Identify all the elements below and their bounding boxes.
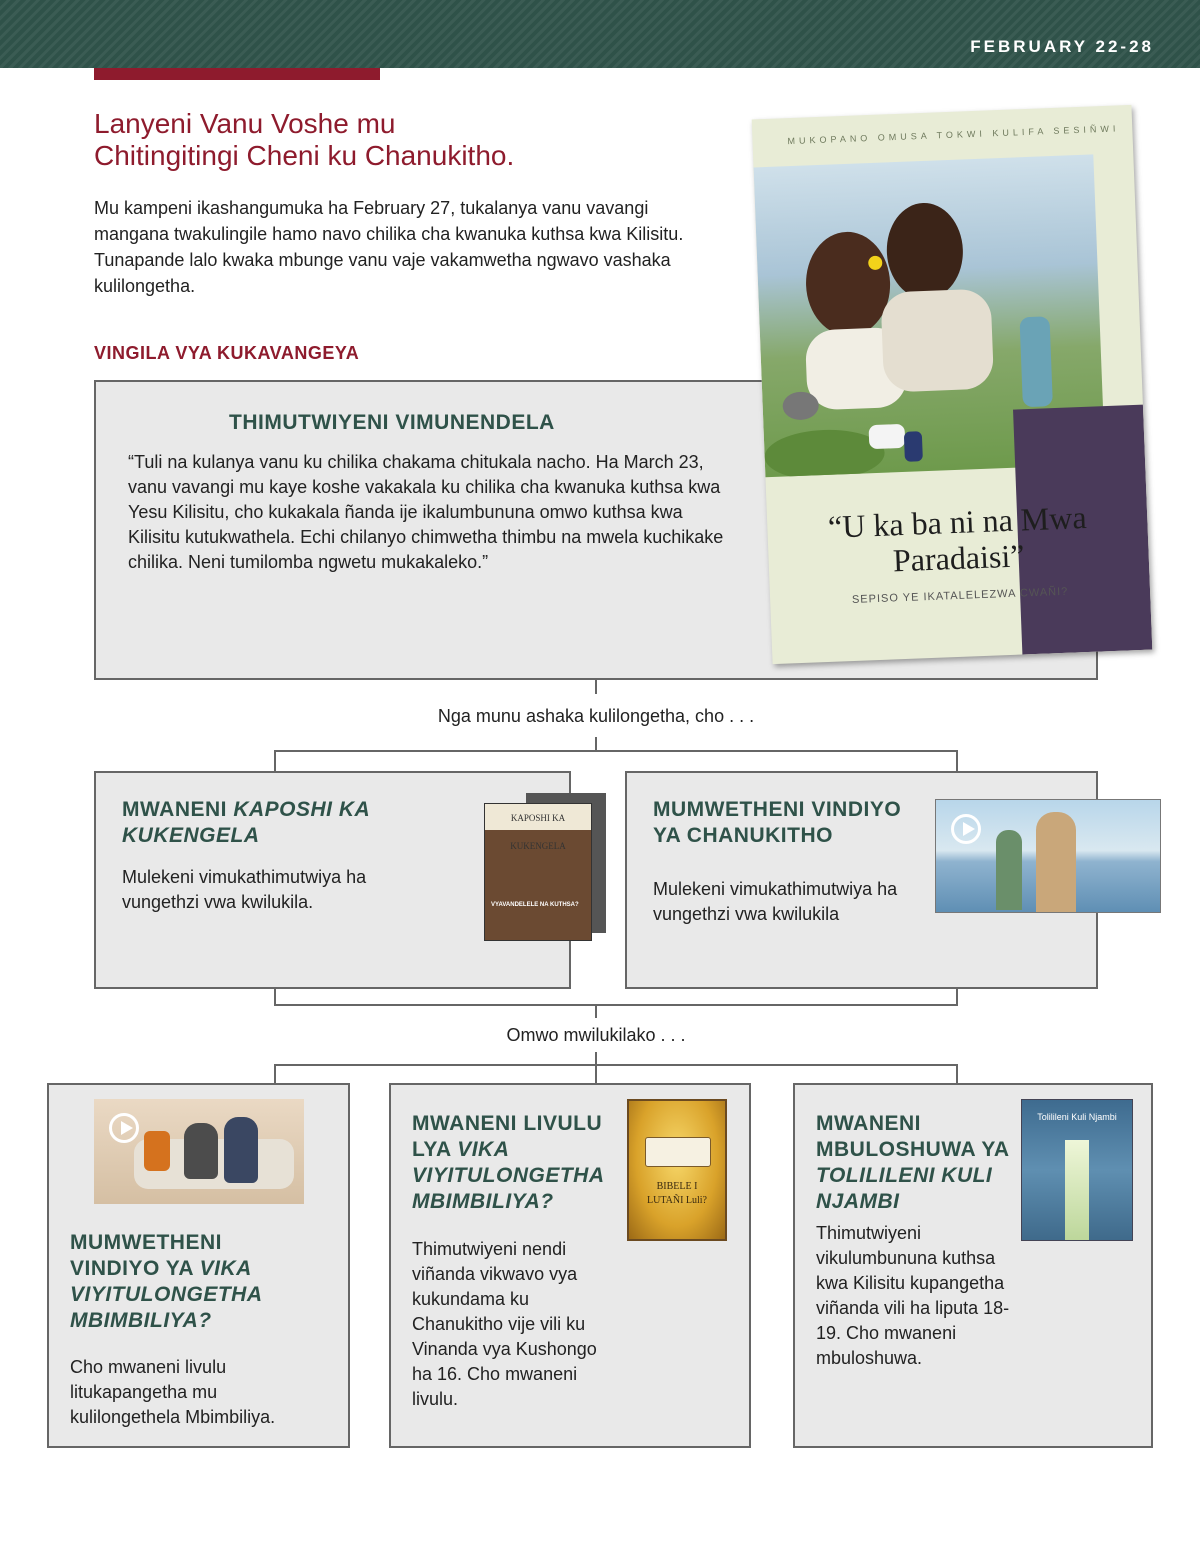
invitation-quote: “Tuli na kulanya vanu ku chilika chakama chitukala nacho. Ha March 23, vanu vavangi mu kaye koshe vakakala ku chilika cha kwanuka kuthsa kwa Yesu Kilisitu, cho kukakala ñanda ije ikalumbununa omwo kuthsa kwa Kilisitu kutukwathela. Echi chilanyo chimwetha thimbu na mwela kuchikake chilika. Neni tumilomba ngwetu mukakaleko.” [128, 452, 724, 572]
magazine-title: KAPOSHI KA KUKENGELA [485, 804, 591, 830]
magazine-cover-image [484, 803, 592, 941]
play-icon[interactable] [109, 1113, 139, 1143]
connector-line [274, 750, 276, 772]
bible-video-heading [70, 1230, 310, 1334]
brochure-heading-plain: MWANENI MBULOSHUWA YA [816, 1112, 1009, 1161]
accent-bar [94, 68, 380, 80]
bible-book-box [389, 1083, 751, 1448]
title-line-2: Chitingitingi Cheni ku Chanukitho. [94, 140, 515, 171]
connector-line [956, 750, 958, 772]
header-band [0, 0, 1200, 68]
bible-book-heading-plain: MWANENI LIVULU LYA [412, 1112, 603, 1161]
kaposhi-heading-italic: KAPOSHI KA KUKENGELA [122, 798, 370, 847]
bible-video-body: Cho mwaneni livulu litukapangetha mu kulilongethela Mbimbiliya. [70, 1357, 276, 1427]
brochure-cover-image [1021, 1099, 1133, 1241]
open-book-icon [645, 1137, 711, 1167]
kaposhi-box [94, 771, 579, 989]
connector-line [956, 1064, 958, 1084]
magazine-caption: VYAVANDELELE NA KUTHSA? [491, 902, 579, 908]
connector-line [274, 1064, 276, 1084]
connector-line [595, 680, 597, 694]
brochure-box [793, 1083, 1153, 1448]
connector-line [274, 1004, 958, 1006]
bible-book-heading-italic: VIKA VIYITULONGETHA MBIMBILIYA? [412, 1138, 604, 1213]
path-of-light-shape [1065, 1140, 1089, 1240]
bible-video-box [47, 1083, 350, 1448]
title-line-1: Lanyeni Vanu Voshe mu [94, 108, 396, 139]
connector-line [595, 1004, 597, 1018]
kaposhi-body: Mulekeni vimukathimutwiya ha vungethzi vwa kwilukila. [122, 867, 367, 912]
bible-video-heading-plain: MUMWETHENI VINDIYO YA [70, 1231, 222, 1280]
video-thumbnail[interactable] [935, 799, 1161, 913]
connector-text-2: Omwo mwilukilako . . . [506, 1025, 686, 1045]
brochure-heading [816, 1111, 1021, 1215]
chanukitho-video-box [625, 771, 1098, 989]
tract-subtitle: SEPISO YE IKATALELEZWA CWAÑI? [851, 585, 1069, 606]
connector-line [274, 750, 958, 752]
brochure-body: Thimutwiyeni vikulumbununa kuthsa kwa Kilisitu kupangetha viñanda vili ha liputa 18-19. Cho mwaneni mbuloshuwa. [816, 1223, 1010, 1368]
person-shape [184, 1123, 218, 1179]
book-title-line-1: BIBELE I [656, 1181, 698, 1192]
video-person-1 [996, 830, 1022, 910]
brochure-cover-title: Tolilileni Kuli Njambi [1037, 1112, 1117, 1122]
chanukitho-video-body: Mulekeni vimukathimutwiya ha vungethzi vwa kwilukila [653, 879, 898, 924]
pillow-shape [144, 1131, 170, 1171]
section-label: VINGILA VYA KUKAVANGEYA [94, 343, 360, 363]
video-person-2 [1036, 812, 1076, 912]
week-range: FEBRUARY 22-28 [970, 37, 1154, 56]
bible-video-heading-italic: VIKA VIYITULONGETHA MBIMBILIYA? [70, 1257, 262, 1332]
person-shape [224, 1117, 258, 1183]
page-title [94, 108, 614, 172]
chanukitho-video-heading: MUMWETHENI VINDIYO YA CHANUKITHO [653, 798, 902, 847]
intro-paragraph: Mu kampeni ikashangumuka ha February 27, tukalanya vanu vavangi mangana twakulingile hamo navo chilika cha kwanuka kuthsa kwa Kilisitu. Tunapande lalo kwaka mbunge vanu vaje vakamwetha ngwavo vashaka kulilongetha. [94, 198, 684, 296]
bible-video-thumbnail[interactable] [94, 1099, 304, 1204]
connector-line [595, 1064, 597, 1084]
book-title-line-2: LUTAÑI Luli? [646, 1195, 707, 1206]
tract-title: “U ka ba ni na Mwa Paradaisi” [827, 498, 1088, 579]
bible-book-cover-image [627, 1099, 727, 1241]
bible-book-heading [412, 1111, 617, 1215]
play-icon[interactable] [951, 814, 981, 844]
connector-text-1: Nga munu ashaka kulilongetha, cho . . . [437, 706, 755, 726]
kaposhi-heading [122, 797, 422, 849]
invitation-heading: THIMUTWIYENI VIMUNENDELA [229, 411, 555, 434]
tract-cover-image [752, 105, 1153, 664]
kaposhi-heading-plain: MWANENI [122, 798, 234, 821]
connector-line [274, 1064, 958, 1066]
brochure-heading-italic: TOLILILENI KULI NJAMBI [816, 1164, 993, 1213]
bible-book-body: Thimutwiyeni nendi viñanda vikwavo vya kukundama ku Chanukitho vije vili ku Vinanda vya Kushongo ha 16. Cho mwaneni livulu. [412, 1239, 597, 1409]
tract-top-label: MUKOPANO OMUSA TOKWI KULIFA SESIÑWI [787, 123, 1120, 147]
